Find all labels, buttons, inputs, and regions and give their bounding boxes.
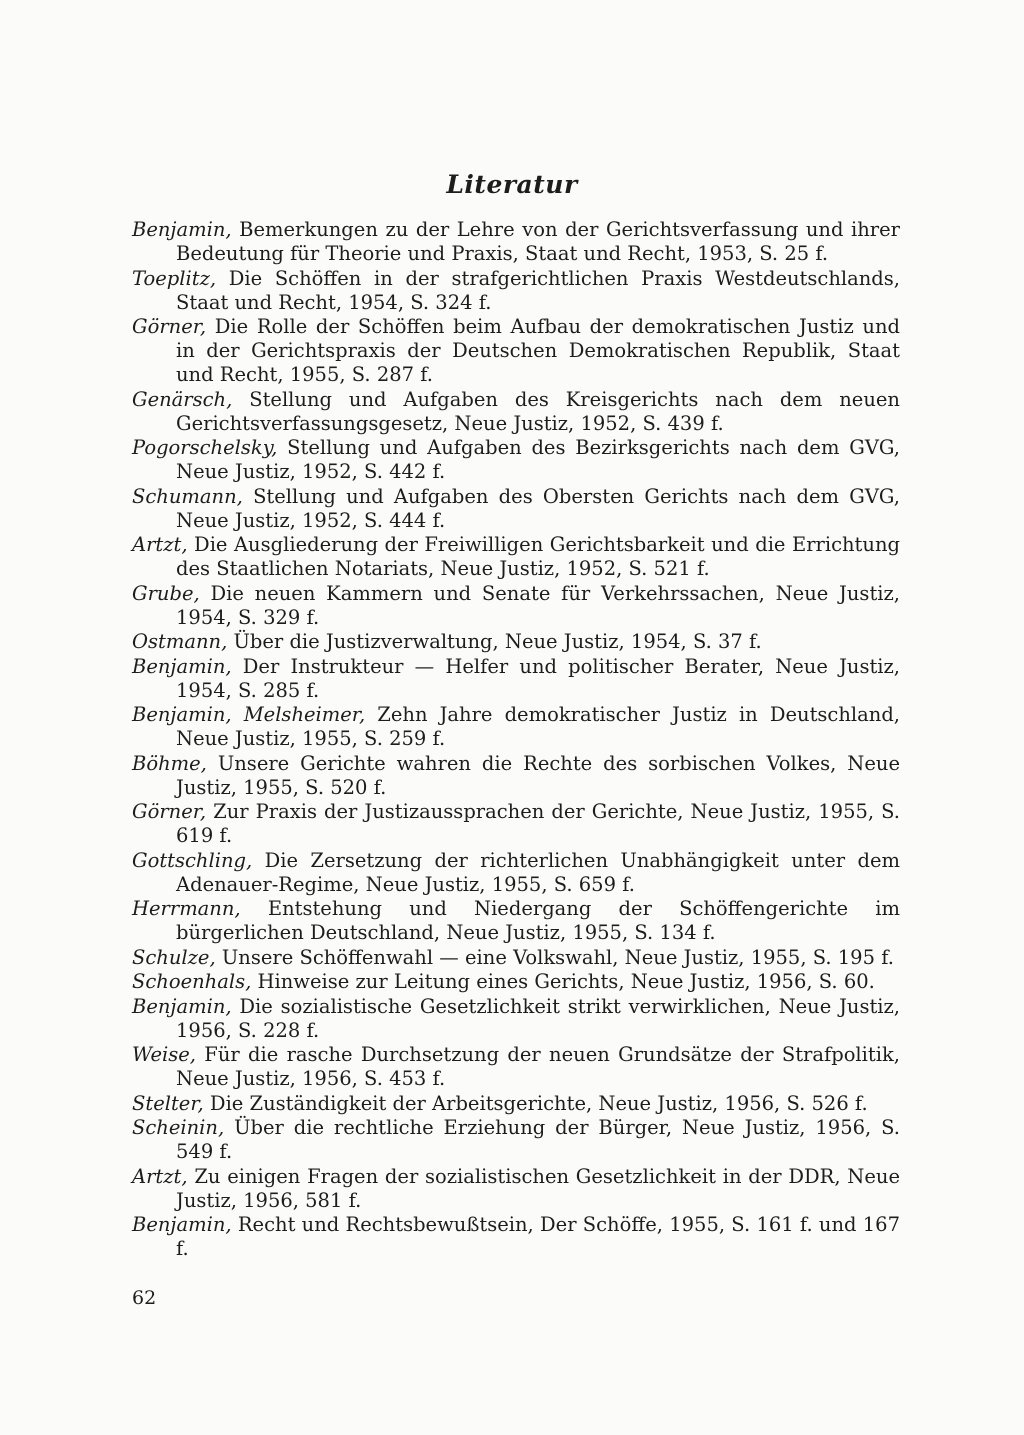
reference-text: Die Zuständigkeit der Arbeitsgerichte, Neue Justiz, 1956, S. 526 f. <box>203 1091 868 1115</box>
reference-text: Die neuen Kammern und Senate für Verkehrssachen, Neue Justiz, 1954, S. 329 f. <box>176 581 900 629</box>
reference-text: Für die rasche Durchsetzung der neuen Grundsätze der Strafpolitik, Neue Justiz, 1956, S. 453 f. <box>176 1043 900 1090</box>
reference-text: Zur Praxis der Justizaussprachen der Gerichte, Neue Justiz, 1955, S. 619 f. <box>176 800 900 847</box>
page-number: 62 <box>132 1287 157 1309</box>
reference-text: Die Ausgliederung der Freiwilligen Gerichtsbarkeit und die Errichtung des Staatlichen Notariats, Neue Justiz, 1952, S. 521 f. <box>176 533 900 580</box>
reference-author: Benjamin, <box>132 654 232 678</box>
reference-text: Der Instrukteur — Helfer und politischer Berater, Neue Justiz, 1954, S. 285 f. <box>176 654 900 702</box>
reference-item <box>132 1165 900 1213</box>
reference-author: Stelter, <box>132 1091 204 1115</box>
reference-author: Schumann, <box>132 484 243 508</box>
reference-item <box>132 267 900 315</box>
reference-item <box>132 897 900 945</box>
reference-item <box>132 1213 900 1261</box>
reference-item <box>132 533 900 581</box>
reference-item <box>132 388 900 436</box>
reference-author: Benjamin, Melsheimer, <box>132 703 366 726</box>
reference-item <box>132 703 900 751</box>
reference-author: Görner, <box>132 315 207 338</box>
reference-item <box>132 485 900 533</box>
reference-item <box>132 655 900 703</box>
reference-author: Schoenhals, <box>132 970 252 993</box>
reference-item <box>132 630 900 654</box>
reference-text: Die Schöffen in der strafgerichtlichen Praxis Westdeutschlands, Staat und Recht, 1954, S. 324 f. <box>176 266 900 314</box>
reference-author: Artzt, <box>132 1164 188 1188</box>
reference-author: Herrmann, <box>132 897 241 920</box>
reference-text: Zehn Jahre demokratischer Justiz in Deutschland, Neue Justiz, 1955, S. 259 f. <box>176 703 900 750</box>
reference-text: Stellung und Aufgaben des Kreisgerichts nach dem neuen Gerichtsverfassungsgesetz, Neue Justiz, 1952, S. 439 f. <box>176 387 900 435</box>
reference-author: Pogorschelsky, <box>132 436 278 459</box>
reference-text: Die sozialistische Gesetzlichkeit strikt verwirklichen, Neue Justiz, 1956, S. 228 f. <box>176 994 900 1042</box>
reference-item <box>132 218 900 266</box>
reference-text: Stellung und Aufgaben des Bezirksgerichts nach dem GVG, Neue Justiz, 1952, S. 442 f. <box>176 436 900 483</box>
reference-author: Gottschling, <box>132 848 253 872</box>
reference-item <box>132 946 900 970</box>
reference-text: Bemerkungen zu der Lehre von der Gerichtsverfassung und ihrer Bedeutung für Theorie und Praxis, Staat und Recht, 1953, S. 25 f. <box>176 218 900 265</box>
reference-list <box>132 218 900 1262</box>
reference-author: Böhme, <box>132 751 207 775</box>
reference-text: Entstehung und Niedergang der Schöffengerichte im bürgerlichen Deutschland, Neue Justiz, 1955, S. 134 f. <box>176 897 900 944</box>
reference-author: Ostmann, <box>132 630 228 653</box>
reference-text: Hinweise zur Leitung eines Gerichts, Neue Justiz, 1956, S. 60. <box>251 970 875 993</box>
reference-item <box>132 582 900 630</box>
reference-author: Toeplitz, <box>132 266 217 290</box>
reference-author: Benjamin, <box>132 218 232 241</box>
reference-item <box>132 849 900 897</box>
reference-item <box>132 315 900 387</box>
reference-author: Scheinin, <box>132 1116 225 1139</box>
reference-item <box>132 995 900 1043</box>
reference-text: Über die Justizverwaltung, Neue Justiz, 1954, S. 37 f. <box>227 630 762 653</box>
reference-text: Die Zersetzung der richterlichen Unabhängigkeit unter dem Adenauer-Regime, Neue Justiz, 1955, S. 659 f. <box>176 848 900 896</box>
reference-text: Zu einigen Fragen der sozialistischen Gesetzlichkeit in der DDR, Neue Justiz, 1956, 581 f. <box>176 1164 900 1212</box>
reference-text: Recht und Rechtsbewußtsein, Der Schöffe, 1955, S. 161 f. und 167 f. <box>176 1213 900 1260</box>
reference-item <box>132 970 900 994</box>
reference-item <box>132 752 900 800</box>
page-title: Literatur <box>446 170 578 199</box>
reference-text: Unsere Gerichte wahren die Rechte des sorbischen Volkes, Neue Justiz, 1955, S. 520 f. <box>176 751 900 799</box>
reference-author: Görner, <box>132 800 207 823</box>
reference-author: Benjamin, <box>132 1213 232 1236</box>
reference-author: Grube, <box>132 581 200 605</box>
reference-text: Die Rolle der Schöffen beim Aufbau der demokratischen Justiz und in der Gerichtspraxis der Deutschen Demokratischen Republik, Staat und Recht, 1955, S. 287 f. <box>176 315 900 386</box>
reference-text: Über die rechtliche Erziehung der Bürger, Neue Justiz, 1956, S. 549 f. <box>176 1116 900 1163</box>
reference-item <box>132 1116 900 1164</box>
reference-author: Artzt, <box>132 533 188 556</box>
reference-author: Genärsch, <box>132 387 233 411</box>
reference-item <box>132 436 900 484</box>
reference-item <box>132 1043 900 1091</box>
reference-author: Benjamin, <box>132 994 232 1018</box>
reference-text: Unsere Schöffenwahl — eine Volkswahl, Neue Justiz, 1955, S. 195 f. <box>215 945 894 969</box>
reference-author: Schulze, <box>132 945 216 969</box>
reference-item <box>132 1092 900 1116</box>
reference-author: Weise, <box>132 1043 196 1066</box>
reference-text: Stellung und Aufgaben des Obersten Gerichts nach dem GVG, Neue Justiz, 1952, S. 444 f. <box>176 484 900 532</box>
reference-item <box>132 800 900 848</box>
